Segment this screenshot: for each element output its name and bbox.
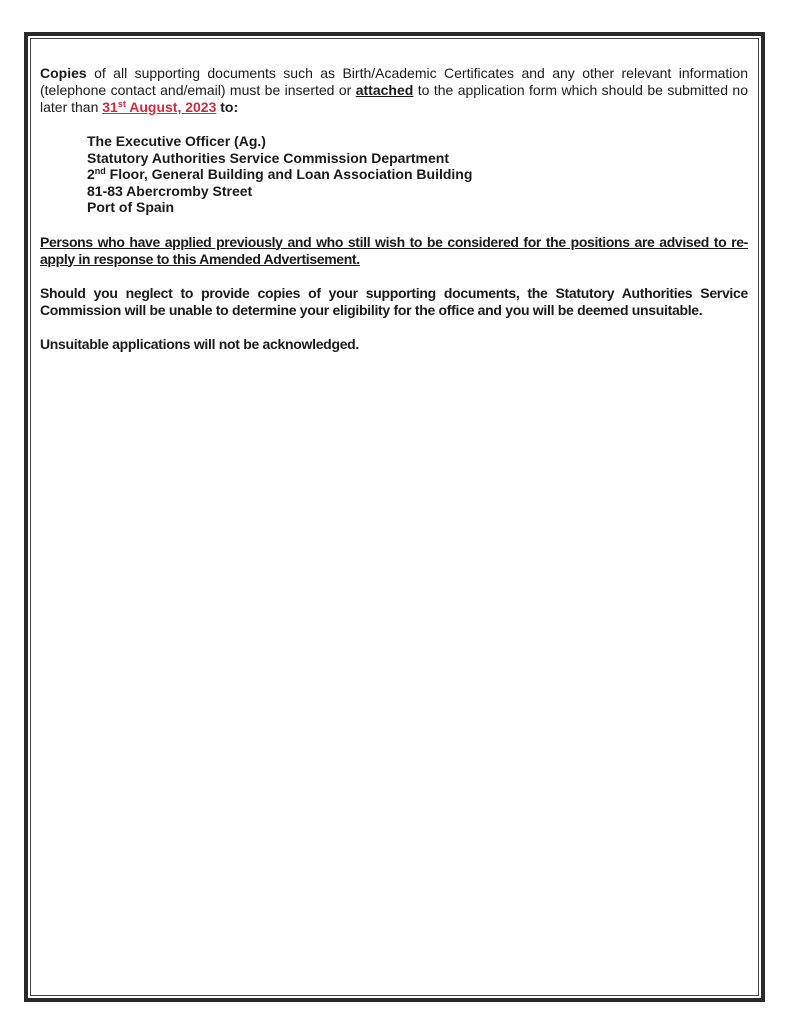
mailing-address [87,133,748,216]
reapply-notice: Persons who have applied previously and who still wish to be considered for the positions are advised to re-apply in response to this Amended Advertisement. [40,233,748,267]
deadline-day-suffix: st [117,99,126,109]
address-line-floor [87,166,748,183]
address-line-recipient: The Executive Officer (Ag.) [87,133,266,149]
attached-emphasis: attached [355,82,414,98]
eligibility-warning: Should you neglect to provide copies of your supporting documents, the Statutory Authorities Service Commission will be unable to determine your eligibility for the office and you will be deemed unsuitable. [40,284,748,318]
document-body [40,65,748,353]
instructions-text-c: to: [216,99,239,115]
address-line-city: Port of Spain [87,199,175,215]
copies-label: Copies [40,65,87,81]
submission-instructions-paragraph [40,65,748,116]
address-line-street: 81-83 Abercromby Street [87,182,253,199]
deadline-day: 31 [102,99,118,115]
deadline-date [102,99,216,115]
instructions-text-b: to the application form which should be submitted no later than [40,82,748,115]
instructions-text-a: of all supporting documents such as Birth/Academic Certificates and any other relevant information (telephone contact and/email) must be inserted or [40,65,748,98]
floor-building: Floor, General Building and Loan Association Building [105,166,473,182]
floor-suffix: nd [94,166,106,176]
address-line-department: Statutory Authorities Service Commission Department [87,149,450,166]
closing-statement: Unsuitable applications will not be acknowledged. [40,335,360,352]
deadline-month-year: August, 2023 [125,99,217,115]
floor-number: 2 [87,166,95,182]
